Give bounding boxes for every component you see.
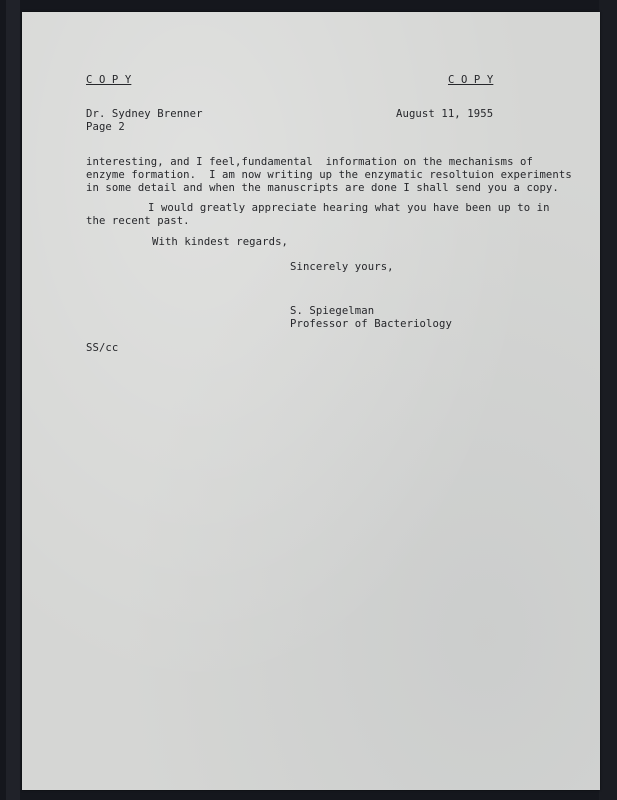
letter-date: August 11, 1955 bbox=[396, 108, 494, 120]
binding-edge-left bbox=[6, 0, 20, 800]
body-line: I would greatly appreciate hearing what you have been up to in bbox=[148, 202, 550, 214]
addressee-name: Dr. Sydney Brenner bbox=[86, 108, 203, 120]
body-line: in some detail and when the manuscripts are done I shall send you a copy. bbox=[86, 182, 559, 194]
body-line: the recent past. bbox=[86, 215, 190, 227]
typist-initials: SS/cc bbox=[86, 342, 119, 354]
copy-mark-left: C O P Y bbox=[86, 74, 132, 86]
body-line: enzyme formation. I am now writing up the enzymatic resoltuion experiments bbox=[86, 169, 572, 181]
regards-line: With kindest regards, bbox=[152, 236, 289, 248]
letter-page bbox=[22, 12, 600, 790]
binding-edge-right bbox=[599, 0, 617, 800]
body-line: interesting, and I feel,fundamental information on the mechanisms of bbox=[86, 156, 533, 168]
sincerely-line: Sincerely yours, bbox=[290, 261, 394, 273]
signer-title: Professor of Bacteriology bbox=[290, 318, 452, 330]
page-number: Page 2 bbox=[86, 121, 125, 133]
signer-name: S. Spiegelman bbox=[290, 305, 375, 317]
copy-mark-right: C O P Y bbox=[448, 74, 494, 86]
